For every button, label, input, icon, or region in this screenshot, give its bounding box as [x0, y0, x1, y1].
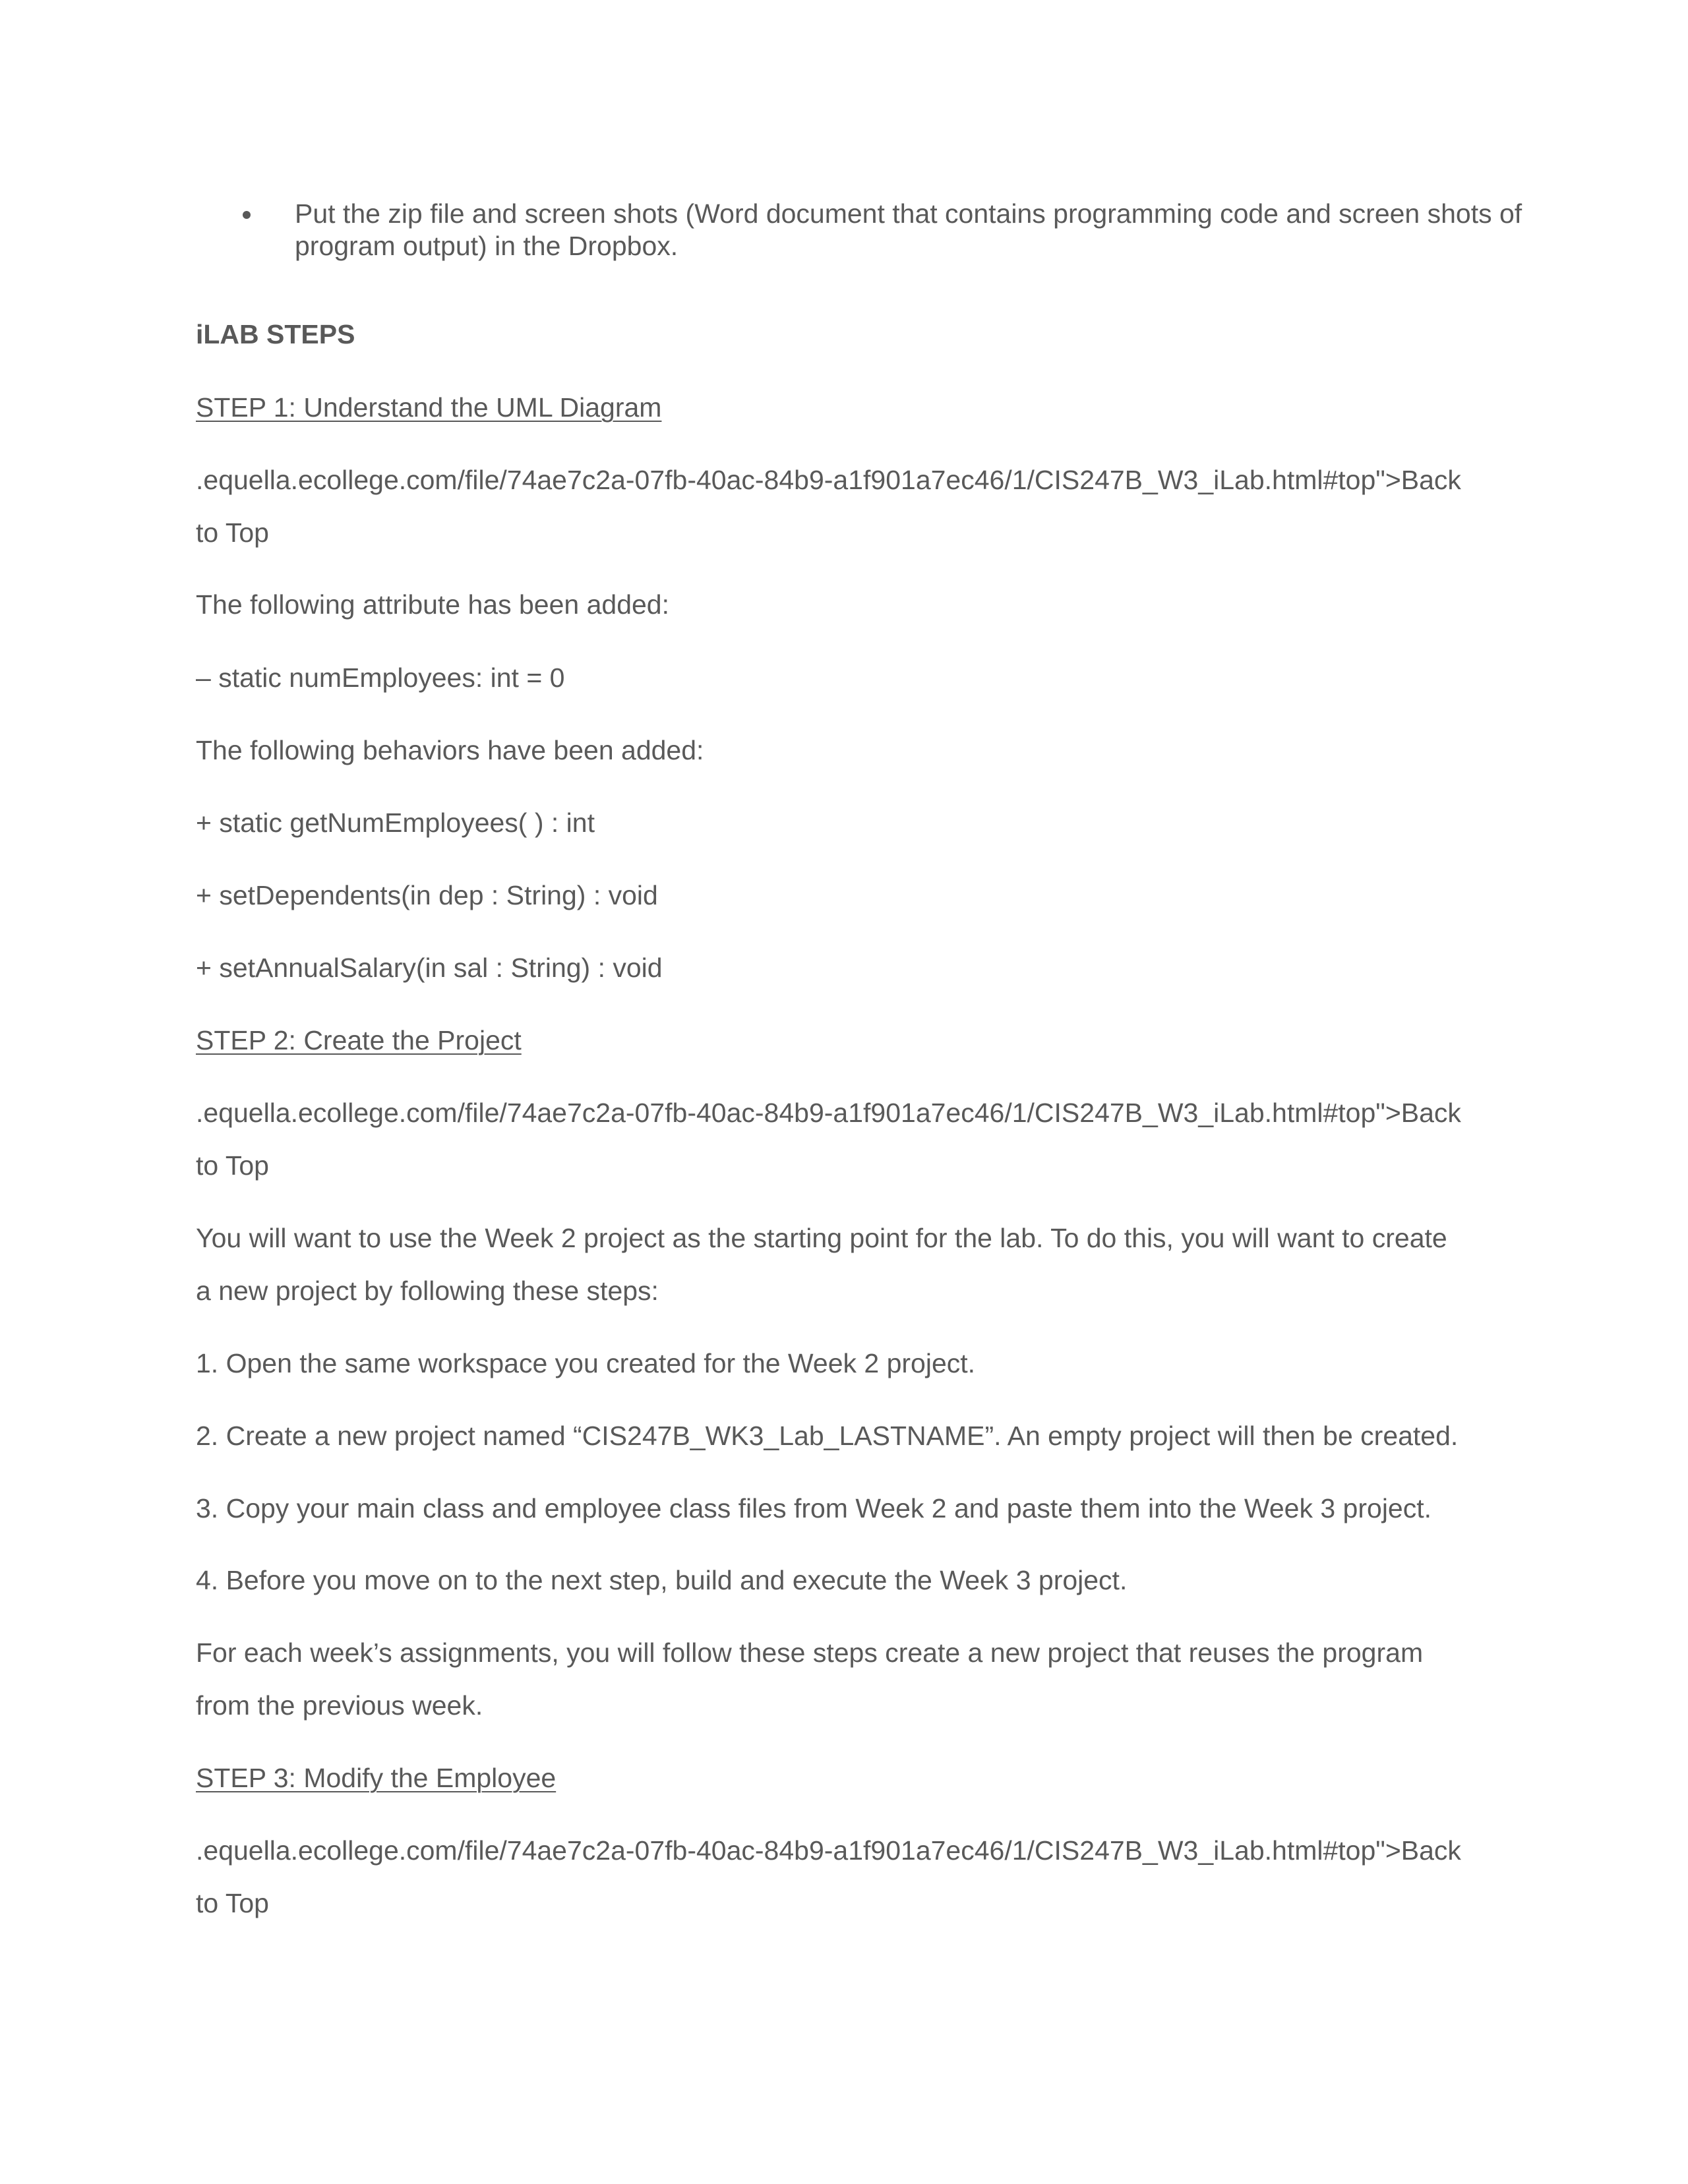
step2-item3: 3. Copy your main class and employee class files from Week 2 and paste them into the Week 3 project.	[196, 1493, 1432, 1523]
step2-outro-line2: from the previous week.	[196, 1690, 483, 1721]
ilab-steps-heading: iLAB STEPS	[196, 319, 355, 349]
step1-behav3: + setAnnualSalary(in sal : String) : void	[196, 953, 663, 983]
step1-behav-intro: The following behaviors have been added:	[196, 735, 704, 765]
step1-behav1: + static getNumEmployees( ) : int	[196, 808, 595, 838]
step2-link-line1: .equella.ecollege.com/file/74ae7c2a-07fb-40ac-84b9-a1f901a7ec46/1/CIS247B_W3_iLab.html#top">Back	[196, 1098, 1461, 1128]
step1-link-line1: .equella.ecollege.com/file/74ae7c2a-07fb-40ac-84b9-a1f901a7ec46/1/CIS247B_W3_iLab.html#top">Back	[196, 465, 1461, 495]
bullet-text: Put the zip file and screen shots (Word document that contains programming code and screen shots of program output) in the Dropbox.	[295, 198, 1522, 261]
step1-attr: – static numEmployees: int = 0	[196, 663, 565, 693]
bullet-dot-icon	[243, 211, 251, 219]
step3-link-line2: to Top	[196, 1888, 269, 1918]
step2-link-line2: to Top	[196, 1150, 269, 1181]
step2-outro-line1: For each week’s assignments, you will follow these steps create a new project that reuses the program	[196, 1638, 1424, 1668]
step2-intro-line1: You will want to use the Week 2 project as the starting point for the lab. To do this, you will want to create	[196, 1223, 1447, 1253]
step2-intro-line2: a new project by following these steps:	[196, 1276, 659, 1306]
step2-item2: 2. Create a new project named “CIS247B_WK3_Lab_LASTNAME”. An empty project will then be created.	[196, 1421, 1459, 1451]
step3-link-line1: .equella.ecollege.com/file/74ae7c2a-07fb-40ac-84b9-a1f901a7ec46/1/CIS247B_W3_iLab.html#top">Back	[196, 1835, 1461, 1866]
step1-link-line2: to Top	[196, 517, 269, 548]
step1-behav2: + setDependents(in dep : String) : void	[196, 880, 658, 910]
step1-attr-intro: The following attribute has been added:	[196, 589, 670, 620]
step2-title: STEP 2: Create the Project	[196, 1025, 522, 1055]
step2-item1: 1. Open the same workspace you created for the Week 2 project.	[196, 1348, 976, 1378]
step2-item4: 4. Before you move on to the next step, build and execute the Week 3 project.	[196, 1565, 1128, 1595]
step1-title: STEP 1: Understand the UML Diagram	[196, 392, 662, 423]
step3-title: STEP 3: Modify the Employee	[196, 1763, 557, 1793]
